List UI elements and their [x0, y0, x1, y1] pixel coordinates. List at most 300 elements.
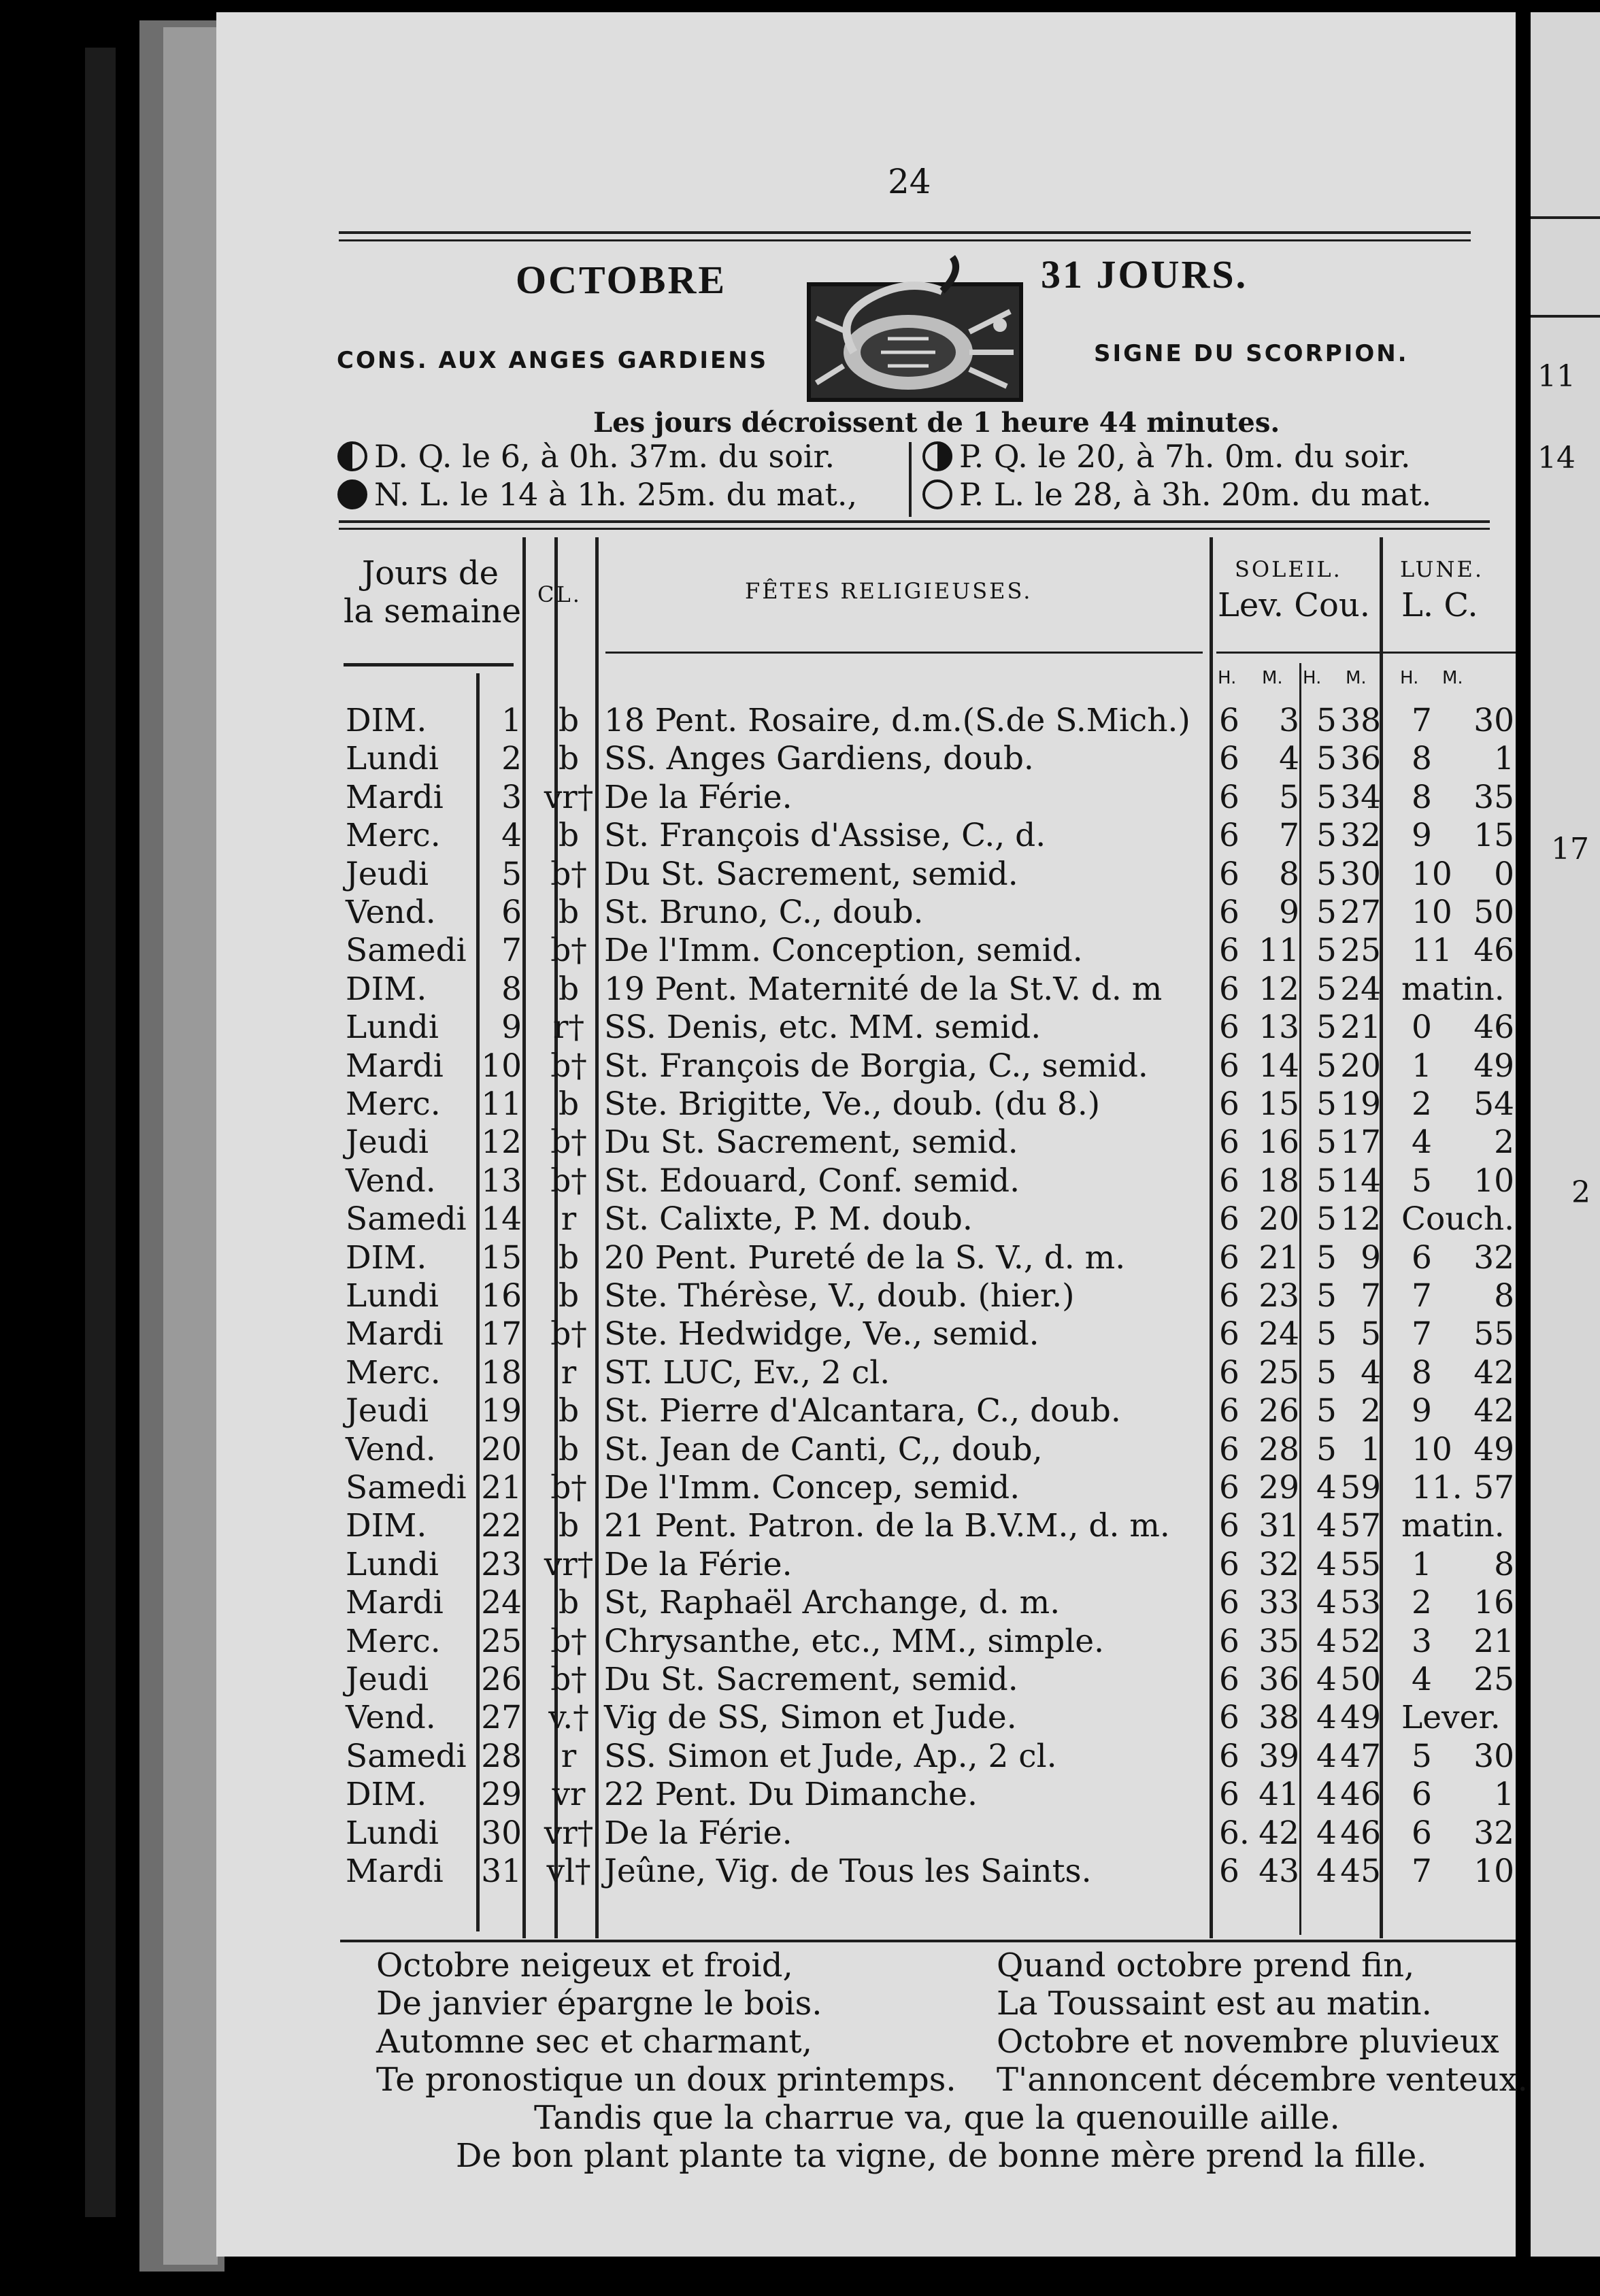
sunrise-hour-cell: 6 — [1219, 1430, 1239, 1468]
day-cell: Merc. — [346, 1622, 441, 1660]
moon-minute-cell: 8 — [1494, 1545, 1514, 1583]
moon-minute-cell: 49 — [1473, 1430, 1514, 1468]
class-cell: vr — [552, 1776, 586, 1814]
moon-minute-cell: 10 — [1473, 1853, 1514, 1890]
sunset-minute-cell: 55 — [1340, 1545, 1381, 1583]
col-header-soleil-sub: Lev. Cou. — [1218, 586, 1371, 624]
sunrise-hour-cell: 6 — [1219, 778, 1239, 816]
phase-last-quarter — [337, 438, 835, 475]
day-cell: Lundi — [346, 1277, 439, 1315]
sunrise-hour-cell: 6 — [1219, 1699, 1239, 1737]
sunset-hour-cell: 5 — [1316, 1430, 1337, 1468]
feast-cell: 18 Pent. Rosaire, d.m.(S.de S.Mich.) — [604, 702, 1190, 739]
sunrise-hour-cell: 6 — [1219, 740, 1239, 778]
sunset-minute-cell: 4 — [1361, 1353, 1381, 1391]
sunrise-hour-cell: 6 — [1219, 817, 1239, 855]
date-cell: 22 — [481, 1507, 522, 1545]
table-row — [0, 740, 1600, 778]
moon-hour-cell: 6 — [1412, 1238, 1432, 1277]
class-cell: vr† — [544, 1545, 594, 1583]
moon-hour-cell: 11. — [1412, 1469, 1463, 1506]
class-cell: b — [558, 1085, 580, 1123]
sunrise-hour-cell: 6 — [1219, 1124, 1239, 1162]
feast-cell: St. Edouard, Conf. semid. — [604, 1162, 1020, 1200]
moon-hour-cell: 7 — [1412, 1277, 1432, 1315]
moon-hour-cell: 10 — [1412, 855, 1452, 893]
feast-cell: De la Férie. — [604, 778, 793, 816]
class-cell: b — [558, 740, 580, 778]
sunset-minute-cell: 5 — [1361, 1315, 1381, 1353]
day-cell: Merc. — [346, 1085, 441, 1123]
sunset-minute-cell: 7 — [1361, 1277, 1381, 1315]
moon-hour-cell: 4 — [1412, 1124, 1432, 1162]
feast-cell: 21 Pent. Patron. de la B.V.M., d. m. — [604, 1507, 1170, 1545]
sunset-hour-cell: 4 — [1316, 1776, 1337, 1814]
date-cell: 1 — [501, 702, 522, 739]
feast-cell: Ste. Thérèse, V., doub. (hier.) — [604, 1277, 1075, 1315]
sunrise-minute-cell: 33 — [1259, 1584, 1299, 1622]
day-cell: Mardi — [346, 1047, 444, 1085]
moon-hour-cell: 1 — [1412, 1545, 1432, 1583]
sunset-minute-cell: 59 — [1340, 1469, 1381, 1506]
moon-hour-cell: 8 — [1412, 740, 1432, 778]
feast-cell: St. Calixte, P. M. doub. — [604, 1200, 973, 1238]
day-cell: DIM. — [346, 970, 427, 1008]
proverb-line: De janvier épargne le bois. — [376, 1985, 822, 2023]
date-cell: 26 — [481, 1661, 522, 1698]
class-cell: b — [558, 1507, 580, 1545]
class-cell: b† — [550, 1661, 587, 1698]
sunset-minute-cell: 25 — [1340, 932, 1381, 970]
sunset-minute-cell: 9 — [1361, 1238, 1381, 1277]
date-cell: 8 — [501, 970, 522, 1008]
date-cell: 10 — [481, 1047, 522, 1085]
class-cell: r — [561, 1737, 577, 1775]
table-row — [0, 1699, 1600, 1737]
class-cell: b† — [550, 1047, 587, 1085]
date-cell: 13 — [481, 1162, 522, 1200]
table-row — [0, 1085, 1600, 1124]
sunrise-hour-cell: 6 — [1219, 855, 1239, 893]
day-length-note: Les jours décroissent de 1 heure 44 minutes. — [593, 407, 1280, 439]
day-cell: Lundi — [346, 1814, 439, 1852]
class-cell: b† — [550, 1124, 587, 1162]
sunrise-hour-cell: 6 — [1219, 1776, 1239, 1814]
sunset-hour-cell: 5 — [1316, 702, 1337, 739]
date-cell: 21 — [481, 1469, 522, 1506]
hm-label: M. — [1442, 668, 1463, 688]
sunset-minute-cell: 34 — [1340, 778, 1381, 816]
table-row — [0, 1277, 1600, 1315]
class-cell: b — [558, 702, 580, 739]
moon-hour-cell: 10 — [1412, 1430, 1452, 1468]
sunset-hour-cell: 5 — [1316, 817, 1337, 855]
sunset-minute-cell: 53 — [1340, 1584, 1381, 1622]
sunset-hour-cell: 4 — [1316, 1507, 1337, 1545]
feast-cell: SS. Anges Gardiens, doub. — [604, 740, 1034, 778]
feast-cell: De l'Imm. Conception, semid. — [604, 932, 1083, 970]
day-cell: Lundi — [346, 1545, 439, 1583]
col-header-fetes: FÊTES RELIGIEUSES. — [745, 578, 1033, 604]
zodiac-sign: SIGNE DU SCORPION. — [1094, 340, 1409, 367]
sunrise-hour-cell: 6 — [1219, 1507, 1239, 1545]
sunset-minute-cell: 36 — [1340, 740, 1381, 778]
sunset-minute-cell: 19 — [1340, 1085, 1381, 1123]
sunset-minute-cell: 30 — [1340, 855, 1381, 893]
sunset-hour-cell: 5 — [1316, 855, 1337, 893]
class-cell: b — [558, 970, 580, 1008]
feast-cell: Du St. Sacrement, semid. — [604, 1661, 1018, 1698]
day-cell: Jeudi — [346, 1392, 429, 1430]
proverb-right — [997, 1946, 1528, 2099]
sunset-hour-cell: 5 — [1316, 894, 1337, 931]
moon-minute-cell: 46 — [1473, 932, 1514, 970]
col-header-cl: CL. — [537, 581, 582, 607]
proverb-center: De bon plant plante ta vigne, de bonne mère prend la fille. — [456, 2137, 1427, 2175]
sunrise-hour-cell: 6 — [1219, 932, 1239, 970]
moon-minute-cell: 0 — [1494, 855, 1514, 893]
moon-minute-cell: 8 — [1494, 1277, 1514, 1315]
sunset-hour-cell: 4 — [1316, 1661, 1337, 1698]
day-cell: Vend. — [346, 1162, 436, 1200]
moon-hour-cell: 7 — [1412, 702, 1432, 739]
sunset-hour-cell: 4 — [1316, 1737, 1337, 1775]
table-row — [0, 1584, 1600, 1622]
feast-cell: De la Férie. — [604, 1814, 793, 1852]
sunrise-minute-cell: 20 — [1259, 1200, 1299, 1238]
class-cell: b — [558, 894, 580, 931]
date-cell: 3 — [501, 778, 522, 816]
date-cell: 2 — [501, 740, 522, 778]
date-cell: 6 — [501, 894, 522, 931]
phase-new-moon — [337, 476, 857, 513]
col-header-jours-line: Jours de — [361, 554, 499, 592]
day-cell: Samedi — [346, 1200, 467, 1238]
moon-hour-cell: 9 — [1412, 817, 1432, 855]
date-cell: 20 — [481, 1430, 522, 1468]
table-row — [0, 1546, 1600, 1584]
sunset-minute-cell: 21 — [1340, 1009, 1381, 1047]
moon-note-cell: Lever. — [1401, 1699, 1501, 1737]
feast-cell: St, Raphaël Archange, d. m. — [604, 1584, 1061, 1622]
moon-minute-cell: 57 — [1473, 1469, 1514, 1506]
sunrise-hour-cell: 6 — [1219, 1200, 1239, 1238]
sunset-hour-cell: 4 — [1316, 1469, 1337, 1506]
sunrise-hour-cell: 6 — [1219, 1085, 1239, 1123]
date-cell: 15 — [481, 1238, 522, 1277]
sunrise-hour-cell: 6 — [1219, 1009, 1239, 1047]
table-row — [0, 1124, 1600, 1162]
sunrise-minute-cell: 13 — [1259, 1009, 1299, 1047]
table-row — [0, 1009, 1600, 1047]
moon-hour-cell: 5 — [1412, 1162, 1432, 1200]
sunrise-minute-cell: 28 — [1259, 1430, 1299, 1468]
moon-minute-cell: 10 — [1473, 1162, 1514, 1200]
feast-cell: Du St. Sacrement, semid. — [604, 1124, 1018, 1162]
class-cell: b† — [550, 1315, 587, 1353]
sunrise-hour-cell: 6 — [1219, 1315, 1239, 1353]
sunrise-hour-cell: 6 — [1219, 1469, 1239, 1506]
sunset-hour-cell: 5 — [1316, 778, 1337, 816]
sunset-minute-cell: 32 — [1340, 817, 1381, 855]
date-cell: 31 — [481, 1853, 522, 1890]
class-cell: r — [561, 1200, 577, 1238]
day-cell: DIM. — [346, 1507, 427, 1545]
date-cell: 12 — [481, 1124, 522, 1162]
class-cell: b — [558, 817, 580, 855]
table-row — [0, 1200, 1600, 1238]
table-row — [0, 1661, 1600, 1699]
sunrise-minute-cell: 14 — [1259, 1047, 1299, 1085]
table-row — [0, 1047, 1600, 1085]
phase-text: P. L. le 28, à 3h. 20m. du mat. — [959, 476, 1432, 513]
moon-minute-cell: 42 — [1473, 1392, 1514, 1430]
feast-cell: Ste. Brigitte, Ve., doub. (du 8.) — [604, 1085, 1101, 1123]
sunrise-minute-cell: 41 — [1259, 1776, 1299, 1814]
date-cell: 7 — [501, 932, 522, 970]
table-row — [0, 1623, 1600, 1661]
col-header-lune: LUNE. — [1400, 556, 1484, 582]
first-quarter-moon-icon — [922, 441, 952, 471]
moon-minute-cell: 25 — [1473, 1661, 1514, 1698]
class-cell: b — [558, 1277, 580, 1315]
class-cell: b† — [550, 855, 587, 893]
moon-hour-cell: 5 — [1412, 1737, 1432, 1775]
sunrise-hour-cell: 6 — [1219, 1853, 1239, 1890]
sunset-minute-cell: 1 — [1361, 1430, 1381, 1468]
sunset-hour-cell: 5 — [1316, 1085, 1337, 1123]
sunrise-hour-cell: 6 — [1219, 894, 1239, 931]
moon-hour-cell: 8 — [1412, 778, 1432, 816]
class-cell: r† — [553, 1009, 584, 1047]
table-row — [0, 1354, 1600, 1392]
sunrise-hour-cell: 6 — [1219, 1737, 1239, 1775]
sunrise-minute-cell: 16 — [1259, 1124, 1299, 1162]
moon-note-cell: matin. — [1401, 1507, 1505, 1545]
sunset-minute-cell: 52 — [1340, 1622, 1381, 1660]
date-cell: 9 — [501, 1009, 522, 1047]
feast-cell: Jeûne, Vig. de Tous les Saints. — [604, 1853, 1092, 1890]
sunrise-hour-cell: 6 — [1219, 1584, 1239, 1622]
feast-cell: St. Pierre d'Alcantara, C., doub. — [604, 1392, 1121, 1430]
feast-cell: St. Bruno, C., doub. — [604, 894, 924, 931]
sunset-hour-cell: 4 — [1316, 1545, 1337, 1583]
moon-hour-cell: 2 — [1412, 1584, 1432, 1622]
proverb-line: Octobre et novembre pluvieux — [997, 2023, 1499, 2061]
feast-cell: Vig de SS, Simon et Jude. — [604, 1699, 1017, 1737]
col-header-soleil: SOLEIL. — [1235, 556, 1342, 582]
full-moon-icon — [922, 479, 952, 509]
table-row — [0, 970, 1600, 1009]
header-rule-top-2 — [339, 239, 1471, 241]
sunset-minute-cell: 45 — [1340, 1853, 1381, 1890]
sunrise-minute-cell: 42 — [1259, 1814, 1299, 1852]
day-cell: DIM. — [346, 1238, 427, 1277]
phase-divider — [909, 442, 912, 517]
table-row — [0, 856, 1600, 894]
sunrise-minute-cell: 35 — [1259, 1622, 1299, 1660]
moon-minute-cell: 2 — [1494, 1124, 1514, 1162]
sunset-hour-cell: 5 — [1316, 1353, 1337, 1391]
sunrise-hour-cell: 6 — [1219, 1277, 1239, 1315]
moon-minute-cell: 21 — [1473, 1622, 1514, 1660]
col-header-lune-sub: L. C. — [1401, 586, 1478, 624]
moon-hour-cell: 6 — [1412, 1776, 1432, 1814]
next-page-text: 14 — [1537, 441, 1576, 475]
feast-cell: Ste. Hedwidge, Ve., semid. — [604, 1315, 1039, 1353]
moon-hour-cell: 1 — [1412, 1047, 1432, 1085]
class-cell: b — [558, 1584, 580, 1622]
moon-minute-cell: 35 — [1473, 778, 1514, 816]
moon-minute-cell: 42 — [1473, 1353, 1514, 1391]
sunrise-hour-cell: 6 — [1219, 702, 1239, 739]
moon-hour-cell: 8 — [1412, 1353, 1432, 1391]
sunset-hour-cell: 5 — [1316, 1009, 1337, 1047]
sunrise-hour-cell: 6 — [1219, 1392, 1239, 1430]
sunrise-minute-cell: 39 — [1259, 1737, 1299, 1775]
sunset-hour-cell: 4 — [1316, 1622, 1337, 1660]
moon-minute-cell: 54 — [1473, 1085, 1514, 1123]
feast-cell: De la Férie. — [604, 1545, 793, 1583]
sunset-hour-cell: 5 — [1316, 1200, 1337, 1238]
table-row — [0, 1162, 1600, 1200]
table-row — [0, 1853, 1600, 1891]
date-cell: 29 — [481, 1776, 522, 1814]
day-cell: Lundi — [346, 740, 439, 778]
table-row — [0, 779, 1600, 817]
sunrise-minute-cell: 18 — [1259, 1162, 1299, 1200]
table-row — [0, 1507, 1600, 1545]
month-title: OCTOBRE — [516, 258, 727, 302]
day-cell: DIM. — [346, 702, 427, 739]
table-rule-top-2 — [339, 528, 1490, 530]
class-cell: b† — [550, 1162, 587, 1200]
sunrise-hour-cell: 6 — [1219, 1545, 1239, 1583]
sunset-minute-cell: 14 — [1340, 1162, 1381, 1200]
sunset-hour-cell: 4 — [1316, 1853, 1337, 1890]
proverb-center: Tandis que la charrue va, que la quenouille aille. — [534, 2099, 1340, 2137]
day-cell: Samedi — [346, 1737, 467, 1775]
date-cell: 16 — [481, 1277, 522, 1315]
class-cell: vl† — [546, 1853, 591, 1890]
feast-cell: 22 Pent. Du Dimanche. — [604, 1776, 978, 1814]
sunrise-minute-cell: 11 — [1259, 932, 1299, 970]
moon-hour-cell: 11 — [1412, 932, 1452, 970]
table-row — [0, 1431, 1600, 1469]
sunset-minute-cell: 20 — [1340, 1047, 1381, 1085]
sunset-minute-cell: 17 — [1340, 1124, 1381, 1162]
hm-label: H. — [1303, 668, 1322, 688]
date-cell: 4 — [501, 817, 522, 855]
moon-minute-cell: 1 — [1494, 740, 1514, 778]
moon-minute-cell: 16 — [1473, 1584, 1514, 1622]
date-cell: 30 — [481, 1814, 522, 1852]
moon-hour-cell: 7 — [1412, 1853, 1432, 1890]
sunrise-minute-cell: 32 — [1259, 1545, 1299, 1583]
day-cell: Vend. — [346, 1699, 436, 1737]
sunrise-hour-cell: 6 — [1219, 1661, 1239, 1698]
sunset-minute-cell: 46 — [1340, 1814, 1381, 1852]
sunset-minute-cell: 50 — [1340, 1661, 1381, 1698]
date-cell: 19 — [481, 1392, 522, 1430]
proverb-left — [376, 1946, 956, 2099]
class-cell: b — [558, 1238, 580, 1277]
proverb-line: Te pronostique un doux printemps. — [376, 2061, 956, 2099]
date-cell: 28 — [481, 1737, 522, 1775]
class-cell: b — [558, 1430, 580, 1468]
header-underline — [344, 663, 514, 666]
moon-minute-cell: 55 — [1473, 1315, 1514, 1353]
hm-label: M. — [1262, 668, 1283, 688]
moon-minute-cell: 49 — [1473, 1047, 1514, 1085]
sunset-hour-cell: 5 — [1316, 1315, 1337, 1353]
class-cell: b† — [550, 1469, 587, 1506]
moon-minute-cell: 30 — [1473, 1737, 1514, 1775]
table-row — [0, 1469, 1600, 1507]
table-row — [0, 894, 1600, 932]
next-page-text: 17 — [1551, 832, 1589, 866]
table-row — [0, 817, 1600, 855]
hm-label: H. — [1218, 668, 1237, 688]
table-row — [0, 932, 1600, 970]
sunset-minute-cell: 47 — [1340, 1737, 1381, 1775]
moon-hour-cell: 10 — [1412, 894, 1452, 931]
moon-minute-cell: 30 — [1473, 702, 1514, 739]
sunrise-minute-cell: 36 — [1259, 1661, 1299, 1698]
day-cell: Vend. — [346, 1430, 436, 1468]
day-cell: Jeudi — [346, 1124, 429, 1162]
moon-minute-cell: 50 — [1473, 894, 1514, 931]
date-cell: 27 — [481, 1699, 522, 1737]
sunset-hour-cell: 5 — [1316, 740, 1337, 778]
sunrise-minute-cell: 23 — [1259, 1277, 1299, 1315]
sunrise-minute-cell: 12 — [1259, 970, 1299, 1008]
moon-minute-cell: 46 — [1473, 1009, 1514, 1047]
date-cell: 17 — [481, 1315, 522, 1353]
sunrise-hour-cell: 6 — [1219, 1162, 1239, 1200]
date-cell: 24 — [481, 1584, 522, 1622]
month-days: 31 JOURS. — [1041, 252, 1248, 297]
table-row — [0, 1814, 1600, 1853]
class-cell: b — [558, 1392, 580, 1430]
sunrise-minute-cell: 3 — [1279, 702, 1299, 739]
date-cell: 25 — [481, 1622, 522, 1660]
header-rule-top — [339, 231, 1471, 234]
class-cell: vr† — [544, 778, 594, 816]
moon-hour-cell: 6 — [1412, 1814, 1432, 1852]
moon-hour-cell: 7 — [1412, 1315, 1432, 1353]
date-cell: 14 — [481, 1200, 522, 1238]
class-cell: b† — [550, 1622, 587, 1660]
hm-label: M. — [1346, 668, 1367, 688]
month-dedication: CONS. AUX ANGES GARDIENS — [337, 347, 769, 374]
date-cell: 23 — [481, 1545, 522, 1583]
moon-hour-cell: 2 — [1412, 1085, 1432, 1123]
table-rule-top — [339, 520, 1490, 523]
day-cell: Jeudi — [346, 1661, 429, 1698]
sunrise-hour-cell: 6 — [1219, 1238, 1239, 1277]
feast-cell: ST. LUC, Ev., 2 cl. — [604, 1353, 890, 1391]
sunset-hour-cell: 4 — [1316, 1699, 1337, 1737]
day-cell: Mardi — [346, 1315, 444, 1353]
sunset-hour-cell: 5 — [1316, 1124, 1337, 1162]
moon-hour-cell: 4 — [1412, 1661, 1432, 1698]
proverb-line: La Toussaint est au matin. — [997, 1985, 1432, 2023]
class-cell: r — [561, 1353, 577, 1391]
sunrise-minute-cell: 9 — [1279, 894, 1299, 931]
page-number: 24 — [888, 162, 931, 201]
day-cell: Jeudi — [346, 855, 429, 893]
